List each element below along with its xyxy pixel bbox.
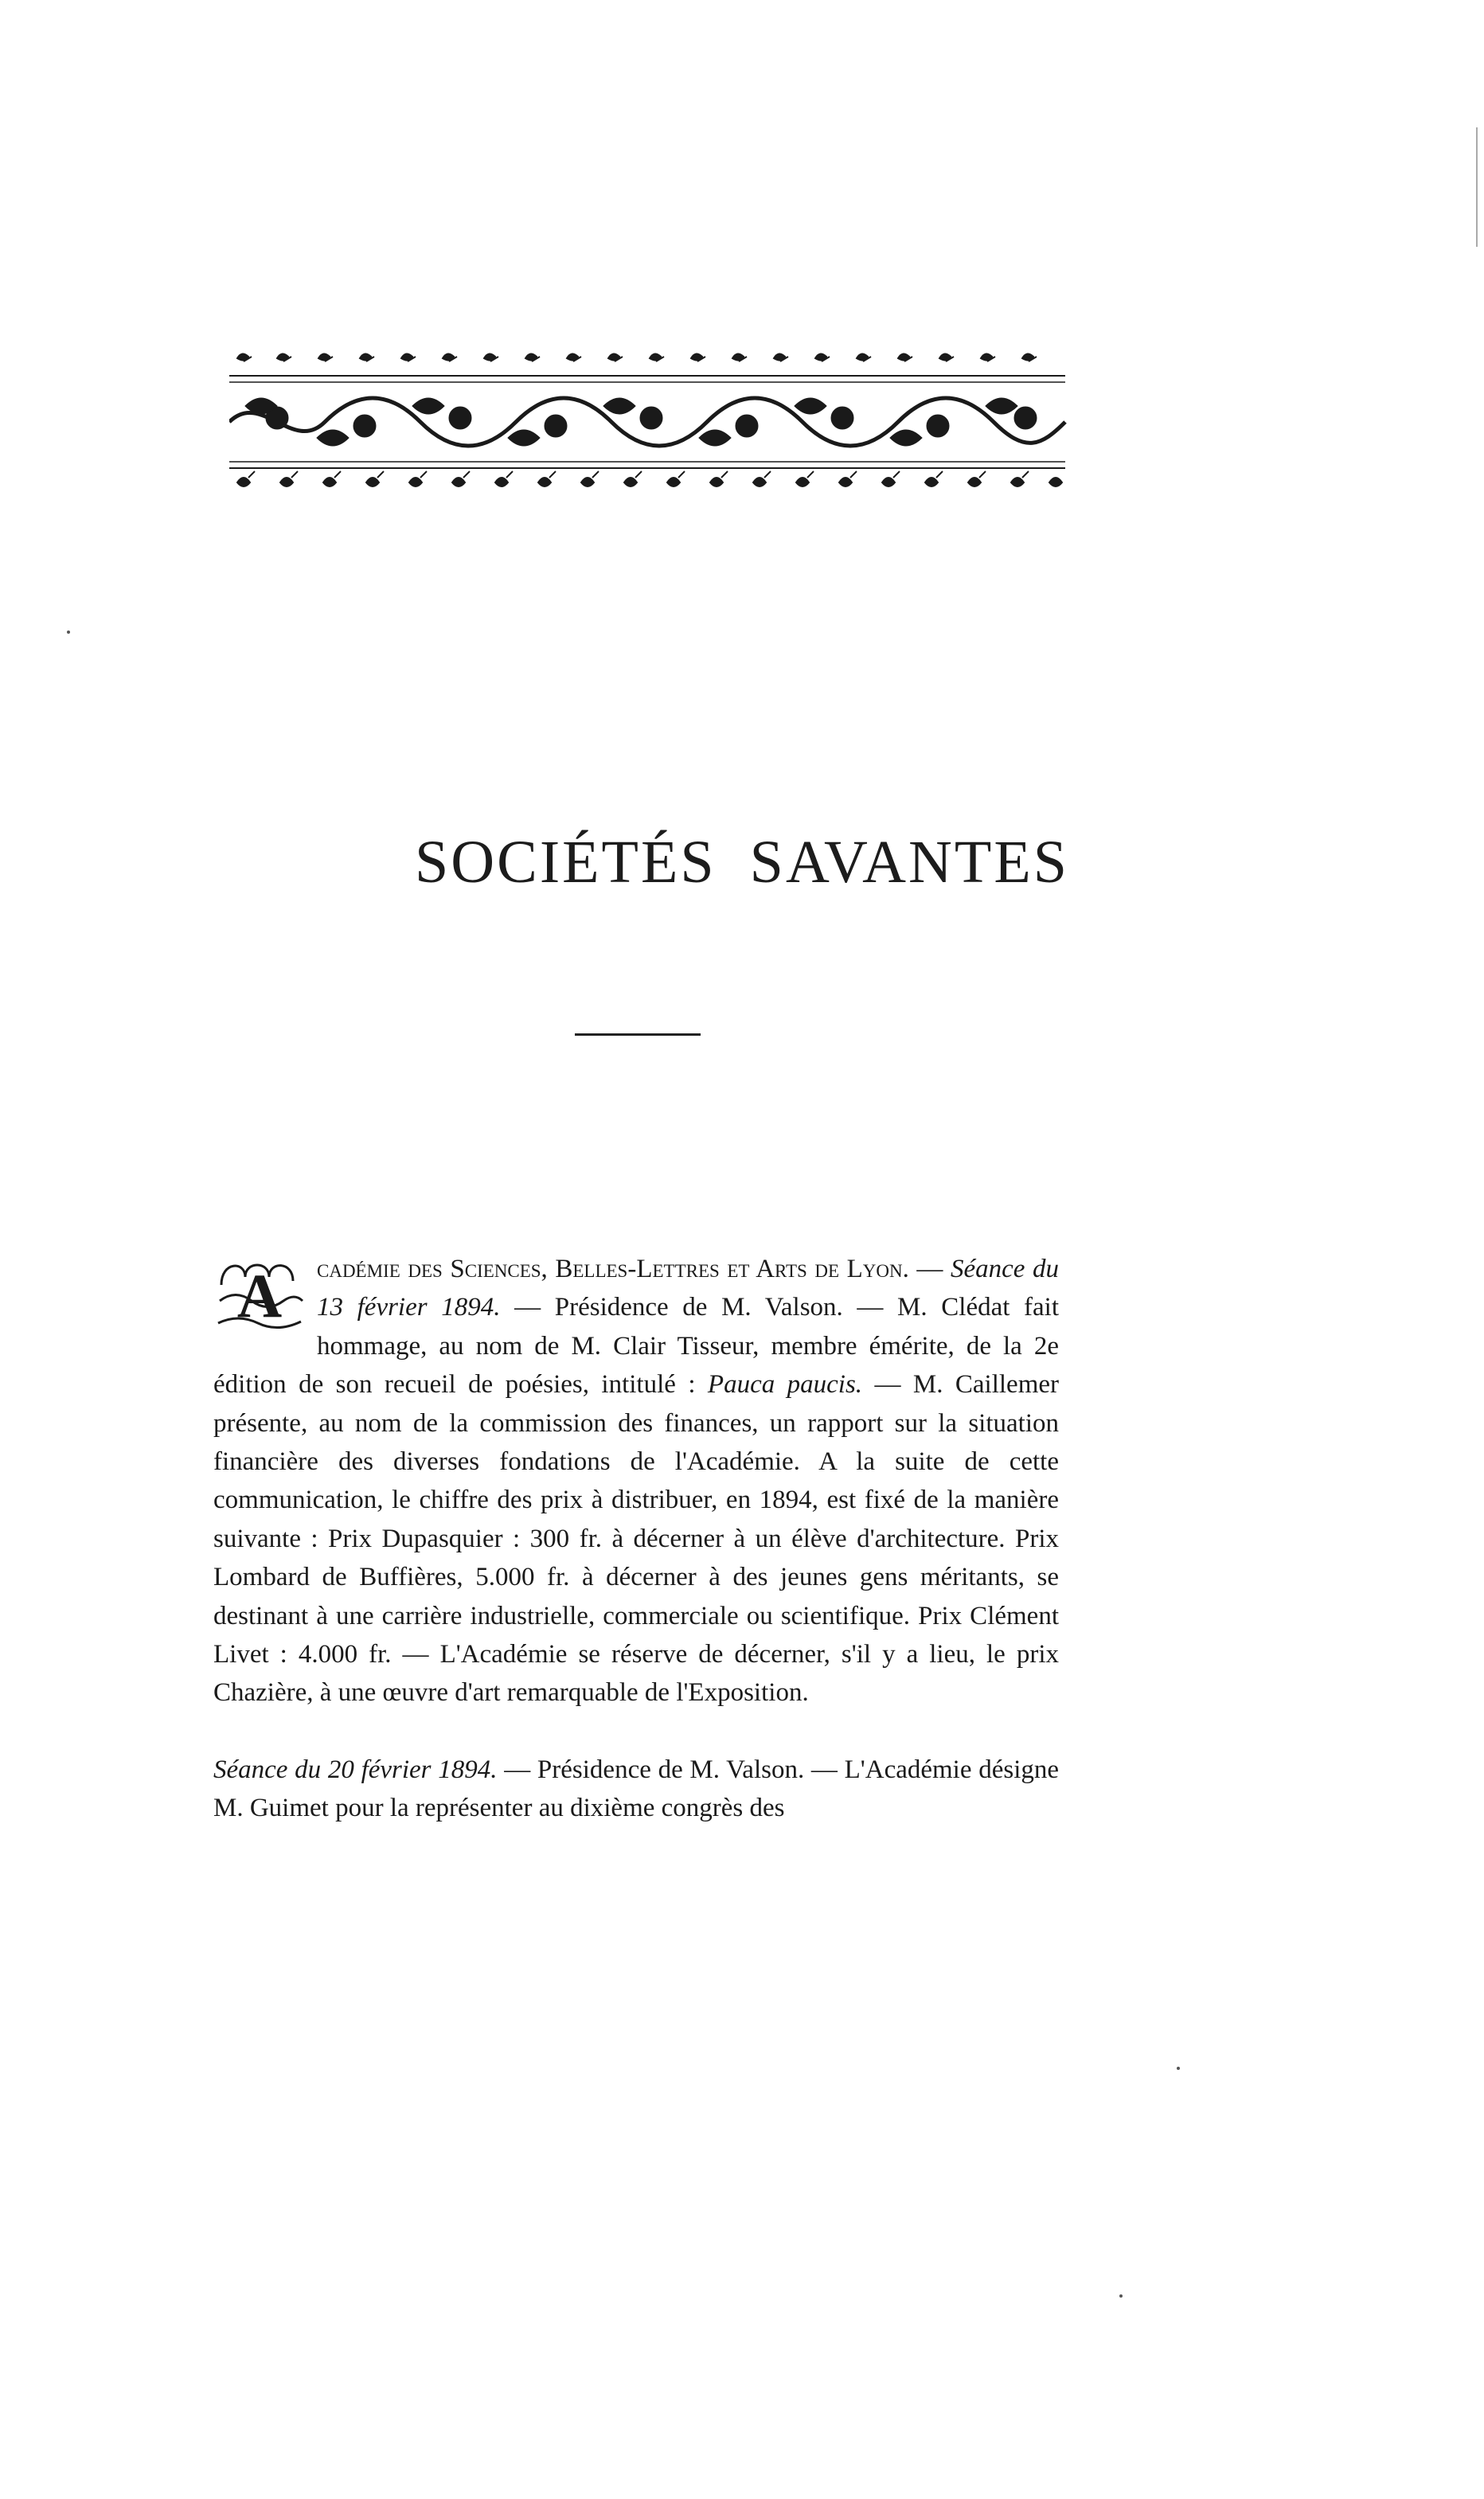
margin-line xyxy=(1476,127,1478,247)
print-speck xyxy=(1177,2067,1180,2070)
paragraph-2 xyxy=(213,1751,1059,1828)
paragraph-1-text-b: — M. Caillemer présente, au nom de la commission des finances, un rapport sur la situation financière des diverses fondations de l'Académie. A la suite de cette communication, le chiffre des prix à distribuer, en 1894, est fixé de la manière suivante : Prix Dupasquier : 300 fr. à décerner à un élève d'architecture. Prix Lombard de Buffières, 5.000 fr. à décerner à des jeunes gens méritants, se destinant à une carrière industrielle, commerciale ou scientifique. Prix Clément Livet : 4.000 fr. — L'Académie se réserve de décerner, s'il y a lieu, le prix Chazière, à une œuvre d'art remarquable de l'Exposition. xyxy=(213,1370,1059,1708)
seance-date-2: Séance du 20 février 1894. xyxy=(213,1755,498,1784)
ornamental-dropcap-icon xyxy=(213,1253,306,1330)
paragraph-2-text: — Présidence de M. Valson. — L'Académie désigne M. Guimet pour la représenter au dixième congrès des xyxy=(213,1755,1060,1823)
paragraph-1-text-a: — Présidence de M. Valson. — M. Clédat fait hommage, au nom de M. Clair Tisseur, membre émérite, de la 2e édition de son recueil de poésies, intitulé : xyxy=(213,1293,1060,1400)
vine-ornament-band xyxy=(229,342,1069,494)
section-heading: cadémie des Sciences, Belles-Lettres et Arts de Lyon. xyxy=(317,1255,909,1283)
seance-date-1: Séance du 13 février 1894. xyxy=(317,1255,1060,1322)
page-title: SOCIÉTÉS SAVANTES xyxy=(414,829,1070,896)
paragraph-1: A cadémie des Sciences, Belles-Lettres et Arts de Lyon. — Séance du 13 février 1894. — Présidence de M. Valson. — M. Clédat fait hommage, au nom de M. Clair Tisseur, membre émérite, de la 2e édition de son recueil de poésies, intitulé : Pauca paucis. — M. Caillemer présente, au nom de la commission des finances, un rapport sur la situation financière des diverses fondations de l'Académie. A la suite de cette communication, le chiffre des prix à distribuer, en 1894, est fixé de la manière suivante : Prix Dupasquier : 300 fr. à décerner à un élève d'architecture. Prix Lombard de Buffières, 5.000 fr. à décerner à des jeunes gens méritants, se destinant à une carrière industrielle, commerciale ou scientifique. Prix Clément Livet : 4.000 fr. — L'Académie se réserve de décerner, s'il y a lieu, le prix Chazière, à une œuvre d'art remarquable de l'Exposition. xyxy=(213,1255,1060,1708)
book-title: Pauca paucis. xyxy=(707,1370,863,1400)
print-speck xyxy=(67,631,70,634)
print-speck xyxy=(1119,2294,1123,2298)
title-divider xyxy=(575,1033,701,1036)
article-body xyxy=(213,1250,1059,1828)
dropcap-letter: A xyxy=(236,1261,283,1330)
